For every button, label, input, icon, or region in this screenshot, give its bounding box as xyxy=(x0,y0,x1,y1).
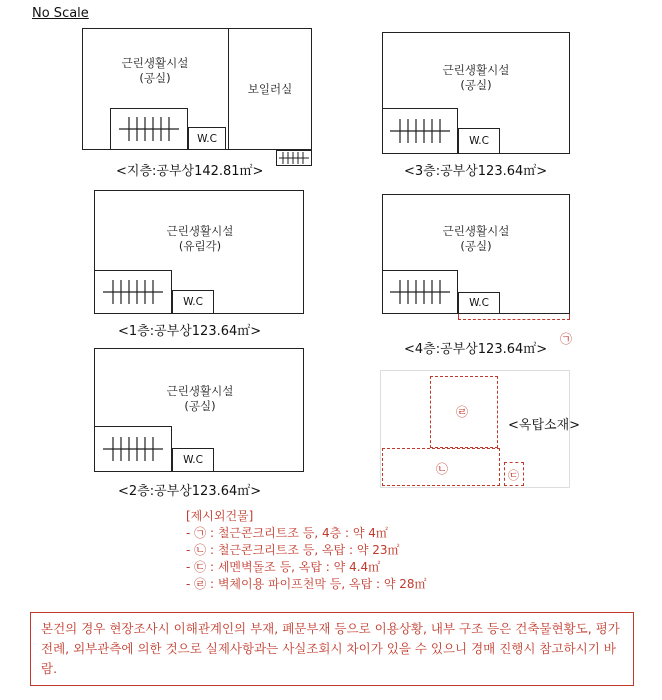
annex-legend xyxy=(186,508,427,593)
fourth-annex-outline xyxy=(458,314,570,320)
legend-title: [제시외건물] xyxy=(186,509,254,523)
fourth-wc: W.C xyxy=(458,292,500,314)
legend-item: - ㉢ : 세멘벽돌조 등, 옥탑 : 약 4.4㎡ xyxy=(186,560,381,574)
rooftop-caption: <옥탑소재> xyxy=(508,418,581,433)
second-use: 근린생활시설 xyxy=(166,384,234,398)
stair-icon xyxy=(110,108,188,150)
notice-text: 본건의 경우 현장조사시 이해관계인의 부재, 폐문부재 등으로 이용상황, 내부 구조 등은 건축물현황도, 평가전례, 외부관측에 의한 것으로 실제사항과는 사실조회시 차이가 있을 수 있으니 경매 진행시 참고하시기 바람. xyxy=(41,621,620,676)
second-status: (공실) xyxy=(184,399,216,413)
stair-icon xyxy=(382,270,458,314)
second-wc: W.C xyxy=(172,448,214,472)
no-scale-label: No Scale xyxy=(32,6,89,21)
basement-status: (공실) xyxy=(139,71,171,85)
stair-icon xyxy=(382,108,458,154)
survey-notice xyxy=(30,612,634,686)
first-wc: W.C xyxy=(172,290,214,314)
marker-ni: ㉡ xyxy=(436,462,449,476)
fourth-use: 근린생활시설 xyxy=(442,224,510,238)
first-use: 근린생활시설 xyxy=(166,224,234,238)
fourth-status: (공실) xyxy=(460,239,492,253)
boiler-room-label: 보일러실 xyxy=(247,82,293,96)
basement-caption: <지층:공부상142.81㎡> xyxy=(116,164,264,179)
first-caption: <1층:공부상123.64㎡> xyxy=(118,324,262,339)
marker-di: ㉢ xyxy=(508,469,519,482)
third-wc: W.C xyxy=(458,128,500,154)
third-use: 근린생활시설 xyxy=(442,63,510,77)
first-status: (유림각) xyxy=(178,239,222,253)
legend-item: - ㉡ : 철근콘크리트조 등, 옥탑 : 약 23㎡ xyxy=(186,543,400,557)
basement-use: 근린생활시설 xyxy=(121,56,189,70)
second-caption: <2층:공부상123.64㎡> xyxy=(118,484,262,499)
third-status: (공실) xyxy=(460,78,492,92)
legend-item: - ㉠ : 철근콘크리트조 등, 4층 : 약 4㎡ xyxy=(186,526,388,540)
third-caption: <3층:공부상123.64㎡> xyxy=(404,164,548,179)
legend-item: - ㉣ : 벽체이용 파이프천막 등, 옥탑 : 약 28㎡ xyxy=(186,577,427,591)
stair-icon xyxy=(276,150,312,166)
fourth-marker: ㉠ xyxy=(560,332,573,346)
stair-icon xyxy=(94,426,172,472)
fourth-caption: <4층:공부상123.64㎡> xyxy=(404,342,548,357)
basement-wc: W.C xyxy=(188,127,226,150)
marker-ri: ㉣ xyxy=(456,405,469,419)
stair-icon xyxy=(94,270,172,314)
